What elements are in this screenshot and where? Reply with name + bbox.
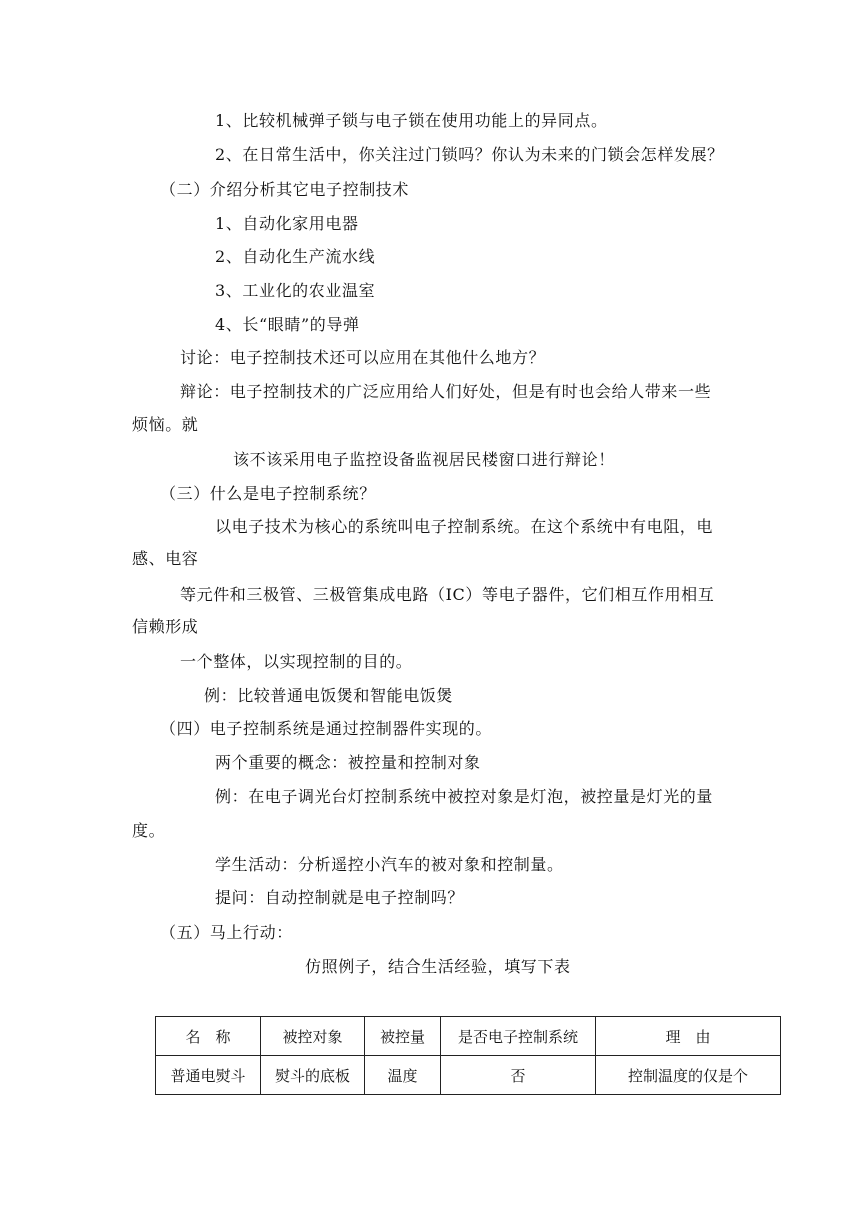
table-header-cell: 被控量 [365,1017,441,1056]
list-item: 4、长“眼睛”的导弹 [215,315,360,334]
table-header-cell: 名 称 [156,1017,261,1056]
section-4-concepts: 两个重要的概念：被控量和控制对象 [215,753,481,772]
table-header-cell: 是否电子控制系统 [441,1017,596,1056]
debate-text-line-2: 烦恼。就 [132,415,199,434]
section-4-example-line-1: 例：在电子调光台灯控制系统中被控对象是灯泡，被控量是灯光的量 [215,787,714,806]
table-header-cell: 被控对象 [261,1017,365,1056]
section-4-example-line-2: 度。 [132,821,166,840]
section-3-example: 例：比较普通电饭煲和智能电饭煲 [204,686,454,705]
list-item: 3、工业化的农业温室 [215,281,376,300]
debate-text-line-1: 辩论：电子控制技术的广泛应用给人们好处，但是有时也会给人带来一些 [180,382,712,401]
section-3-paragraph-line: 信赖形成 [132,617,199,636]
table-cell: 控制温度的仅是个 [596,1056,781,1095]
section-3-paragraph-line: 一个整体，以实现控制的目的。 [180,652,413,671]
table-cell: 否 [441,1056,596,1095]
table-header-row [156,1017,781,1056]
discussion-text: 讨论：电子控制技术还可以应用在其他什么地方？ [180,348,546,367]
section-2-heading: （二）介绍分析其它电子控制技术 [160,180,410,199]
section-3-paragraph-line: 以电子技术为核心的系统叫电子控制系统。在这个系统中有电阻，电 [215,517,714,536]
table-row [156,1056,781,1095]
section-4-heading: （四）电子控制系统是通过控制器件实现的。 [160,719,493,738]
section-3-paragraph-line: 感、电容 [132,549,199,568]
table-cell: 熨斗的底板 [261,1056,365,1095]
table-header-cell: 理 由 [596,1017,781,1056]
section-3-paragraph-line: 等元件和三极管、三极管集成电路（IC）等电子器件，它们相互作用相互 [180,585,715,604]
section-5-instruction: 仿照例子，结合生活经验，填写下表 [305,957,571,976]
list-item: 1、自动化家用电器 [215,214,359,233]
question-2: 2、在日常生活中，你关注过门锁吗？你认为未来的门锁会怎样发展？ [215,145,724,164]
table-cell: 温度 [365,1056,441,1095]
debate-text-line-3: 该不该采用电子监控设备监视居民楼窗口进行辩论！ [233,450,615,469]
section-5-heading: （五）马上行动： [160,923,293,942]
question-1: 1、比较机械弹子锁与电子锁在使用功能上的异同点。 [215,111,608,130]
section-4-activity: 学生活动：分析遥控小汽车的被对象和控制量。 [215,855,564,874]
control-system-table [155,1016,781,1095]
section-3-heading: （三）什么是电子控制系统？ [160,484,376,503]
table-cell: 普通电熨斗 [156,1056,261,1095]
section-4-question: 提问：自动控制就是电子控制吗？ [215,888,465,907]
list-item: 2、自动化生产流水线 [215,247,376,266]
